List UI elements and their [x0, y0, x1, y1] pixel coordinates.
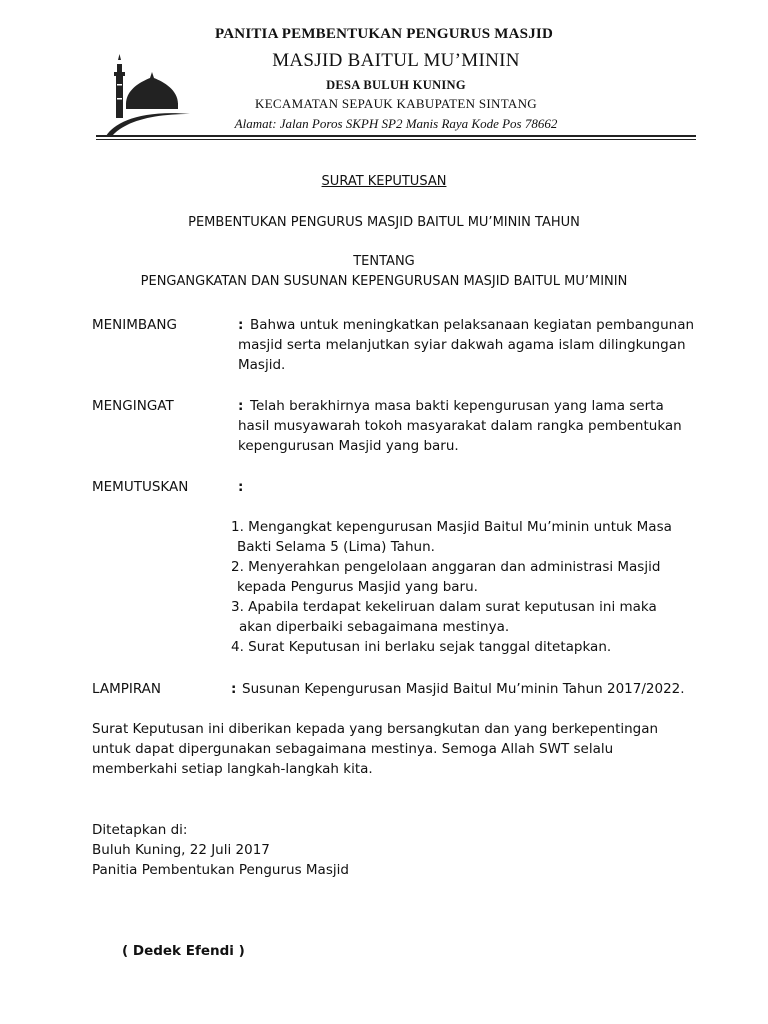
signature-place-label: Ditetapkan di: [92, 822, 188, 838]
mengingat-line: Telah berakhirnya masa bakti kepengurusan yang lama serta [250, 398, 664, 414]
menimbang-line: Bahwa untuk meningkatkan pelaksanaan kegiatan pembangunan [250, 317, 695, 333]
letterhead-divider-thin [96, 139, 696, 140]
section-label-menimbang: MENIMBANG [92, 317, 177, 333]
signature-date: Buluh Kuning, 22 Juli 2017 [92, 842, 270, 858]
letterhead-address: Alamat: Jalan Poros SKPH SP2 Manis Raya Kode Pos 78662 [234, 116, 558, 131]
document-title: SURAT KEPUTUSAN [321, 174, 447, 189]
letterhead-divider-thick [96, 135, 696, 137]
letterhead-committee: PANITIA PEMBENTUKAN PENGURUS MASJID [215, 26, 553, 42]
menimbang-line: Masjid. [238, 357, 286, 373]
section-label-mengingat: MENGINGAT [92, 398, 174, 414]
mengingat-colon: : [238, 398, 244, 414]
closing-line: untuk dapat dipergunakan sebagaimana mestinya. Semoga Allah SWT selalu [92, 741, 614, 757]
document-about-label: TENTANG [353, 254, 415, 269]
decision-item: 1. Mengangkat kepengurusan Masjid Baitul Mu’minin untuk Masa [231, 519, 672, 535]
menimbang-colon: : [238, 317, 244, 333]
menimbang-line: masjid serta melanjutkan syiar dakwah agama islam dilingkungan [238, 337, 686, 353]
memutuskan-colon: : [238, 479, 244, 495]
decision-item: kepada Pengurus Masjid yang baru. [237, 579, 478, 595]
mengingat-line: hasil musyawarah tokoh masyarakat dalam rangka pembentukan [238, 418, 682, 434]
section-label-lampiran: LAMPIRAN [92, 681, 162, 697]
document-subject: PEMBENTUKAN PENGURUS MASJID BAITUL MU’MININ TAHUN [188, 215, 580, 230]
decision-item: Bakti Selama 5 (Lima) Tahun. [237, 539, 435, 555]
document-about-detail: PENGANGKATAN DAN SUSUNAN KEPENGURUSAN MASJID BAITUL MU’MININ [140, 274, 628, 289]
signatory-name: ( Dedek Efendi ) [122, 943, 245, 959]
mengingat-line: kepengurusan Masjid yang baru. [238, 438, 459, 454]
signature-committee: Panitia Pembentukan Pengurus Masjid [92, 862, 349, 878]
lampiran-text: Susunan Kepengurusan Masjid Baitul Mu’minin Tahun 2017/2022. [242, 681, 685, 697]
decision-item: 4. Surat Keputusan ini berlaku sejak tanggal ditetapkan. [231, 639, 612, 655]
letterhead-district: KECAMATAN SEPAUK KABUPATEN SINTANG [255, 96, 537, 111]
letterhead-village: DESA BULUH KUNING [326, 78, 466, 92]
letterhead-mosque-name: MASJID BAITUL MU’MININ [272, 50, 520, 71]
closing-line: Surat Keputusan ini diberikan kepada yang bersangkutan dan yang berkepentingan [92, 721, 659, 737]
lampiran-colon: : [231, 681, 237, 697]
section-label-memutuskan: MEMUTUSKAN [92, 479, 189, 495]
decision-item: akan diperbaiki sebagaimana mestinya. [239, 619, 510, 635]
closing-line: memberkahi setiap langkah-langkah kita. [92, 761, 373, 777]
decision-item: 2. Menyerahkan pengelolaan anggaran dan administrasi Masjid [231, 559, 661, 575]
decision-item: 3. Apabila terdapat kekeliruan dalam surat keputusan ini maka [231, 599, 657, 615]
